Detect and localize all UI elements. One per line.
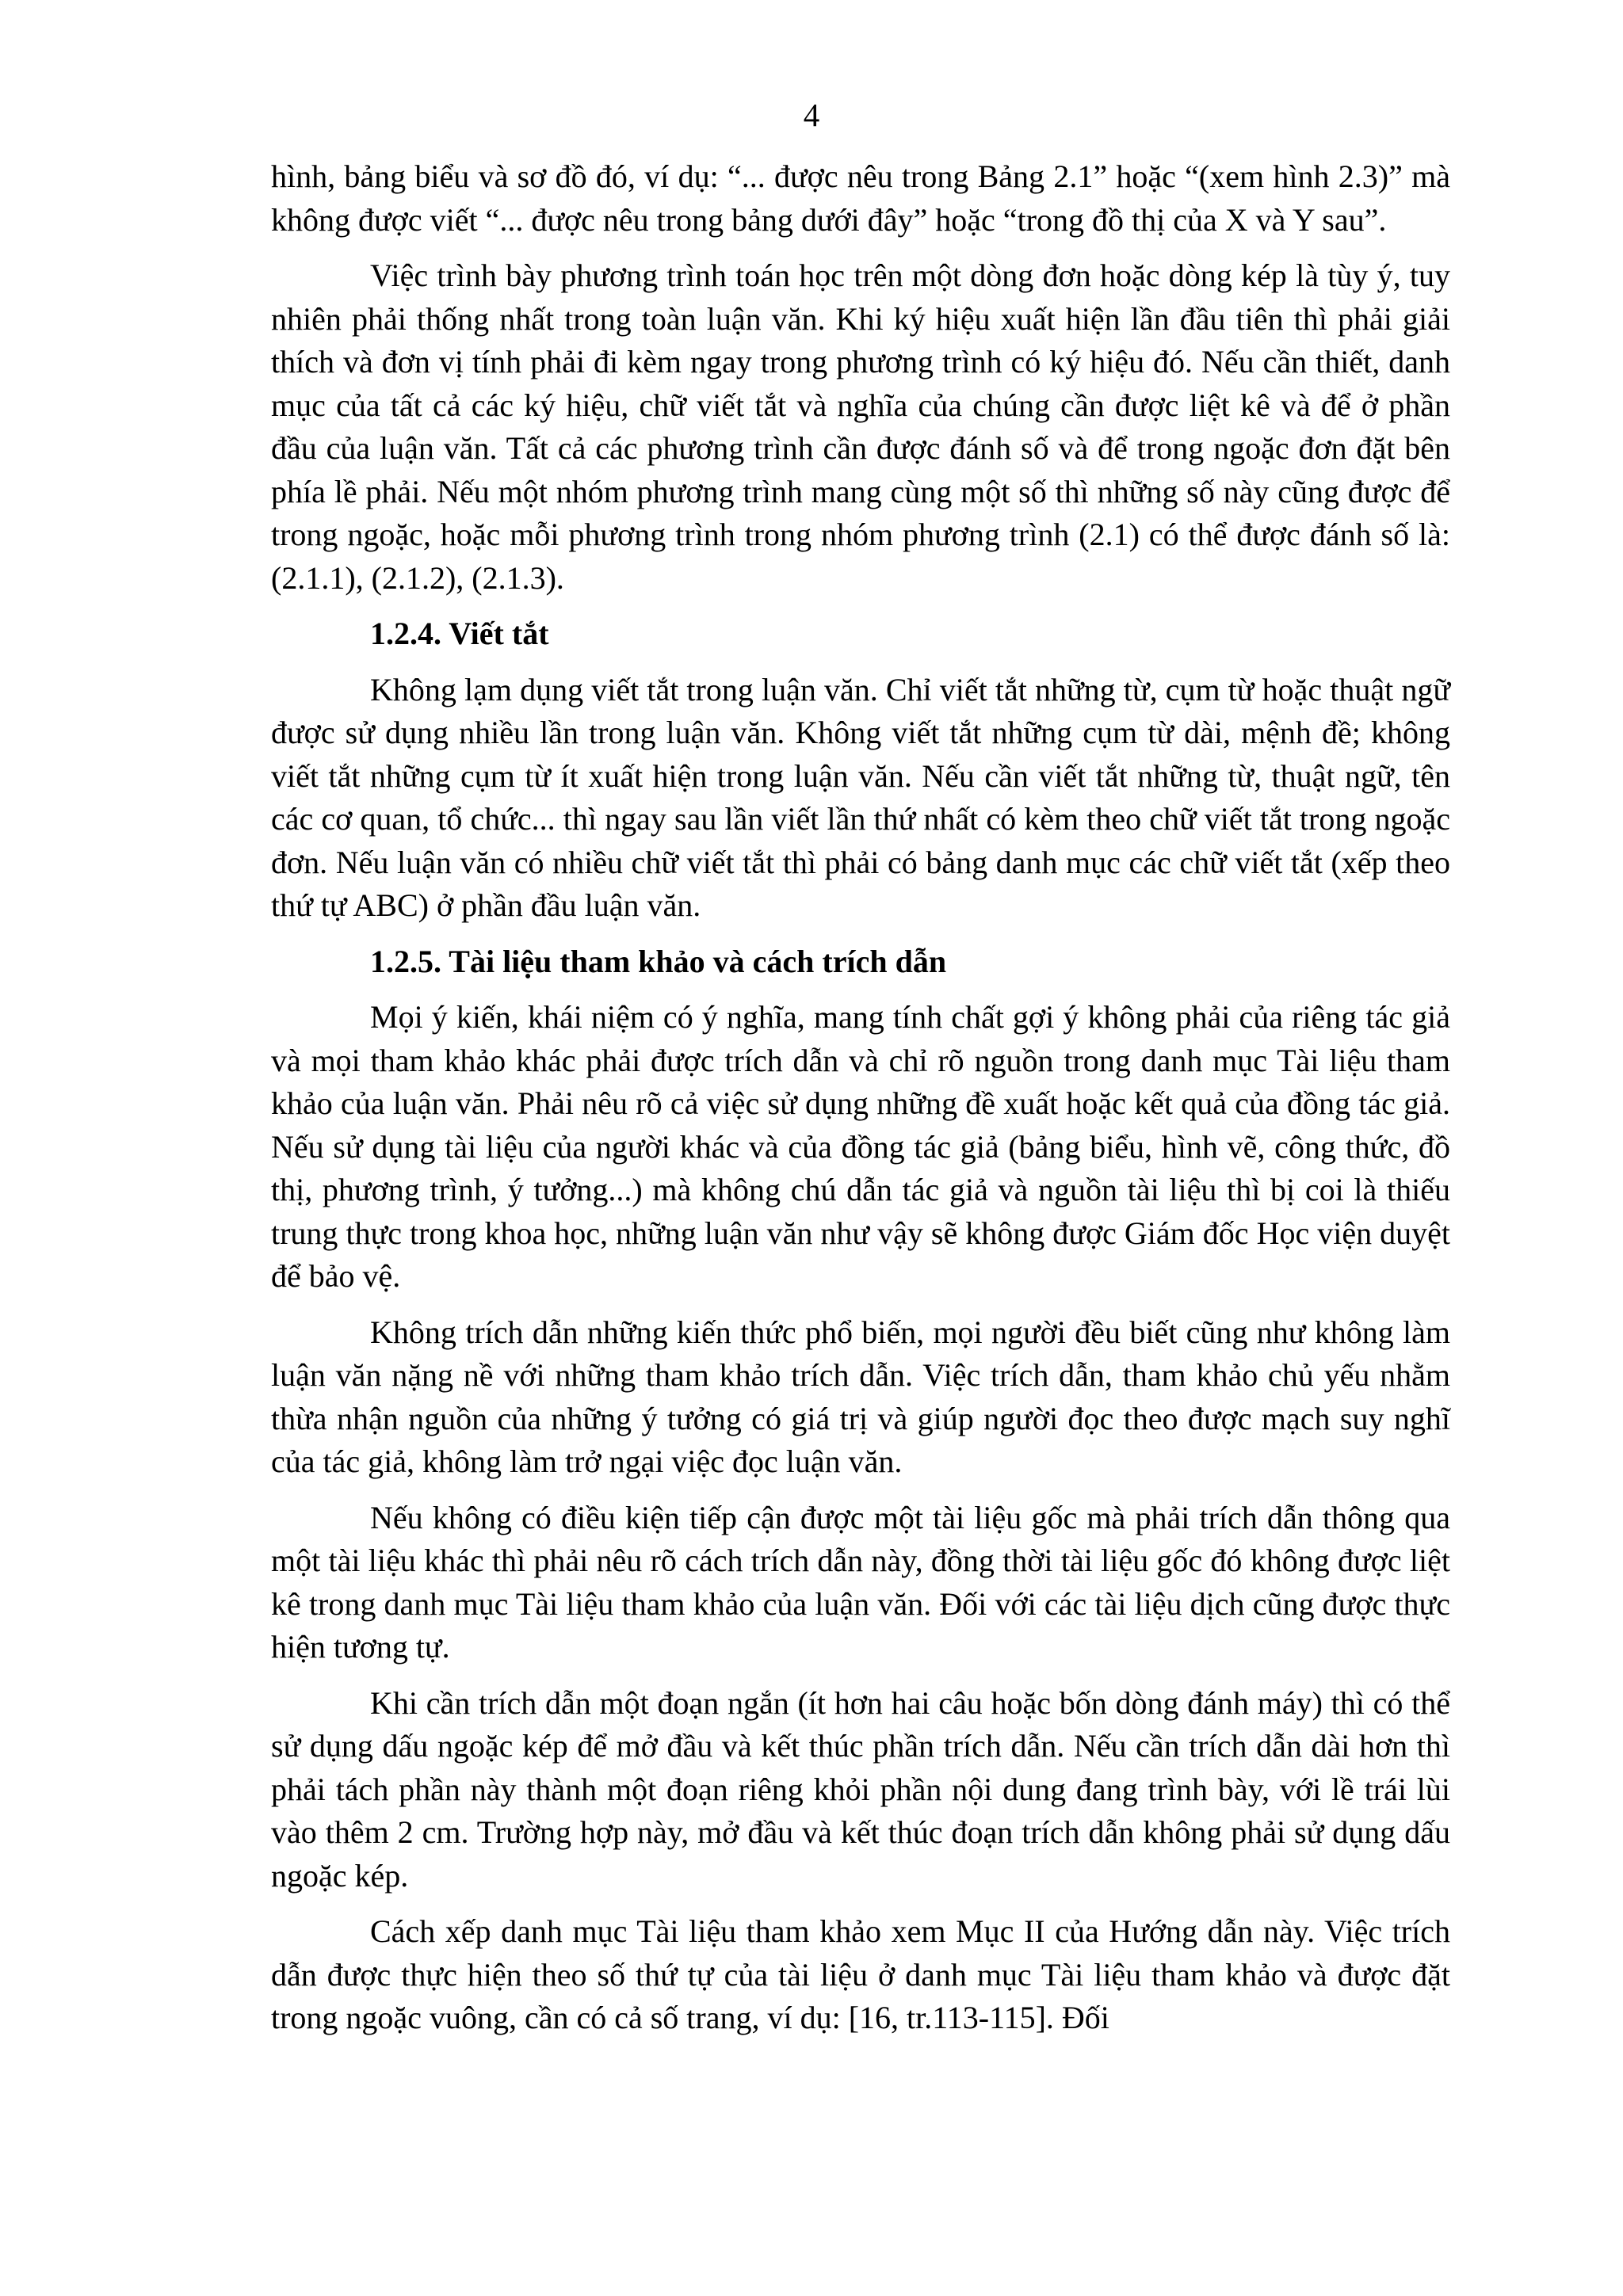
paragraph-secondary-source: Nếu không có điều kiện tiếp cận được một tài liệu gốc mà phải trích dẫn thông qua một tài liệu khác thì phải nêu rõ cách trích dẫn này, đồng thời tài liệu gốc đó không được liệt kê trong danh mục Tài liệu tham khảo của luận văn. Đối với các tài liệu dịch cũng được thực hiện tương tự. bbox=[271, 1499, 1450, 1665]
paragraph-continued: hình, bảng biểu và sơ đồ đó, ví dụ: “... được nêu trong Bảng 2.1” hoặc “(xem hình 2.3)” mà không được viết “... được nêu trong bảng dưới đây” hoặc “trong đồ thị của X và Y sau”. bbox=[271, 158, 1450, 238]
page-number: 4 bbox=[803, 97, 820, 133]
paragraph-citation-rules: Mọi ý kiến, khái niệm có ý nghĩa, mang tính chất gợi ý không phải của riêng tác giả và mọi tham khảo khác phải được trích dẫn và chỉ rõ nguồn trong danh mục Tài liệu tham khảo của luận văn. Phải nêu rõ cả việc sử dụng những đề xuất hoặc kết quả của đồng tác giả. Nếu sử dụng tài liệu của người khác và của đồng tác giả (bảng biểu, hình vẽ, công thức, đồ thị, phương trình, ý tưởng...) mà không chú dẫn tác giả và nguồn tài liệu thì bị coi là thiếu trung thực trong khoa học, những luận văn như vậy sẽ không được Giám đốc Học viện duyệt để bảo vệ. bbox=[271, 999, 1450, 1294]
paragraph-quotation: Khi cần trích dẫn một đoạn ngắn (ít hơn hai câu hoặc bốn dòng đánh máy) thì có thể sử dụng dấu ngoặc kép để mở đầu và kết thúc phần trích dẫn. Nếu cần trích dẫn dài hơn thì phải tách phần này thành một đoạn riêng khỏi phần nội dung đang trình bày, với lề trái lùi vào thêm 2 cm. Trường hợp này, mở đầu và kết thúc đoạn trích dẫn không phải sử dụng dấu ngoặc kép. bbox=[271, 1684, 1450, 1894]
section-heading-abbreviations: 1.2.4. Viết tắt bbox=[370, 616, 549, 651]
paragraph-abbreviations: Không lạm dụng viết tắt trong luận văn. Chỉ viết tắt những từ, cụm từ hoặc thuật ngữ được sử dụng nhiều lần trong luận văn. Không viết tắt những cụm từ dài, mệnh đề; không viết tắt những cụm từ ít xuất hiện trong luận văn. Nếu cần viết tắt những từ, thuật ngữ, tên các cơ quan, tổ chức... thì ngay sau lần viết lần thứ nhất có kèm theo chữ viết tắt trong ngoặc đơn. Nếu luận văn có nhiều chữ viết tắt thì phải có bảng danh mục các chữ viết tắt (xếp theo thứ tự ABC) ở phần đầu luận văn. bbox=[271, 671, 1450, 923]
body-text bbox=[271, 155, 1450, 2053]
paragraph-reference-order: Cách xếp danh mục Tài liệu tham khảo xem Mục II của Hướng dẫn này. Việc trích dẫn được thực hiện theo số thứ tự của tài liệu ở danh mục Tài liệu tham khảo và được đặt trong ngoặc vuông, cần có cả số trang, ví dụ: [16, tr.113-115]. Đối bbox=[271, 1913, 1450, 2035]
paragraph-equations: Việc trình bày phương trình toán học trên một dòng đơn hoặc dòng kép là tùy ý, tuy nhiên phải thống nhất trong toàn luận văn. Khi ký hiệu xuất hiện lần đầu tiên thì phải giải thích và đơn vị tính phải đi kèm ngay trong phương trình có ký hiệu đó. Nếu cần thiết, danh mục của tất cả các ký hiệu, chữ viết tắt và nghĩa của chúng cần được liệt kê và để ở phần đầu của luận văn. Tất cả các phương trình cần được đánh số và để trong ngoặc đơn đặt bên phía lề phải. Nếu một nhóm phương trình mang cùng một số thì những số này cũng được để trong ngoặc, hoặc mỗi phương trình trong nhóm phương trình (2.1) có thể được đánh số là: (2.1.1), (2.1.2), (2.1.3). bbox=[271, 257, 1450, 596]
section-heading-references: 1.2.5. Tài liệu tham khảo và cách trích dẫn bbox=[370, 943, 947, 979]
paragraph-common-knowledge: Không trích dẫn những kiến thức phổ biến, mọi người đều biết cũng như không làm luận văn nặng nề với những tham khảo trích dẫn. Việc trích dẫn, tham khảo chủ yếu nhằm thừa nhận nguồn của những ý tưởng có giá trị và giúp người đọc theo được mạch suy nghĩ của tác giả, không làm trở ngại việc đọc luận văn. bbox=[271, 1314, 1450, 1479]
